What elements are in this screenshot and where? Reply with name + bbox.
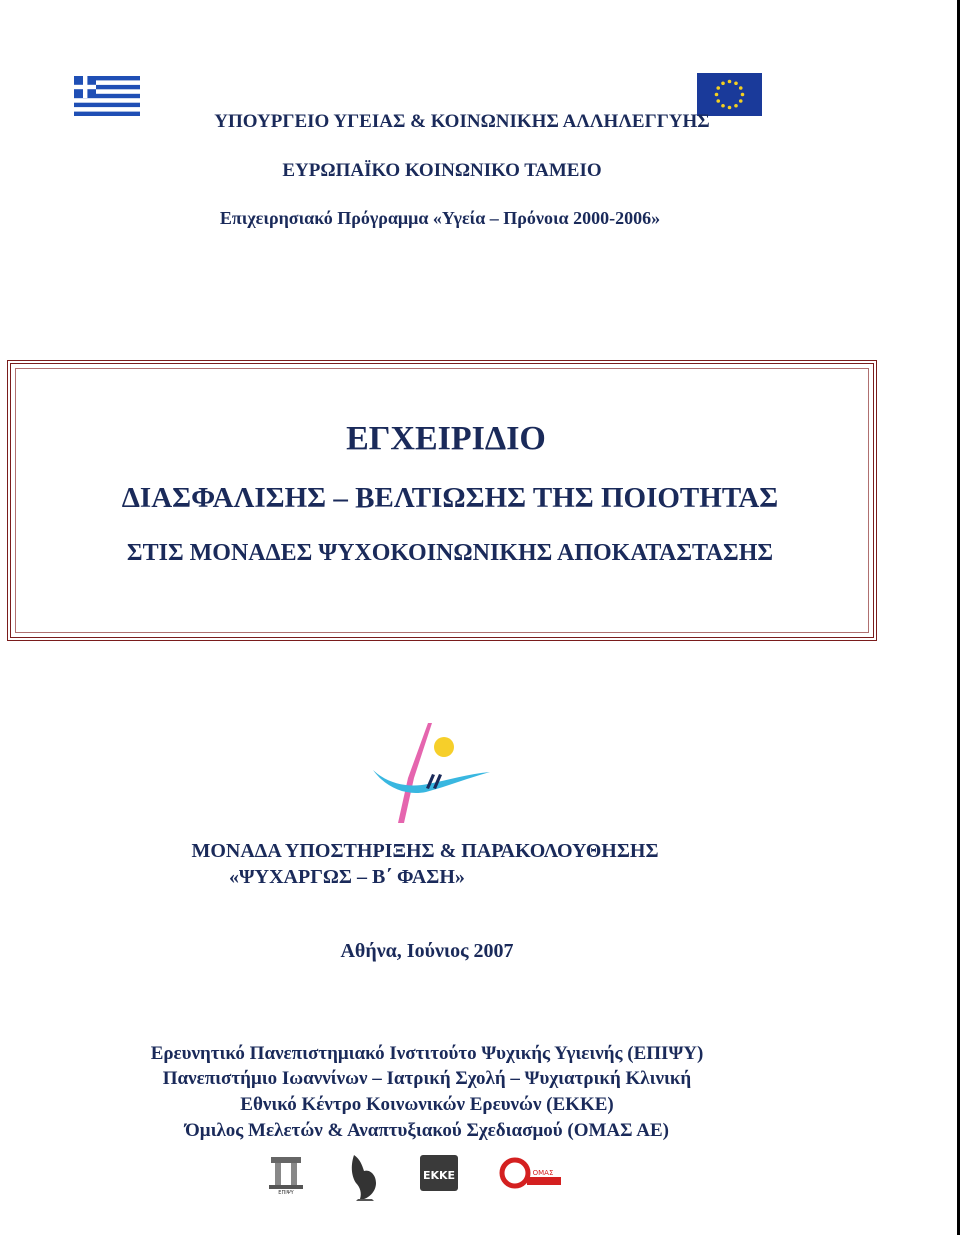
omas-logo-icon xyxy=(497,1153,563,1193)
ministry-title: ΥΠΟΥΡΓΕΙΟ ΥΓΕΙΑΣ & ΚΟΙΝΩΝΙΚΗΣ ΑΛΛΗΛΕΓΓΥΗΣ xyxy=(214,111,710,132)
eu-star-icon xyxy=(728,80,732,84)
eu-star-icon xyxy=(734,104,738,108)
document-subtitle: ΔΙΑΣΦΑΛΙΣΗΣ – ΒΕΛΤΙΩΣΗΣ ΤΗΣ ΠΟΙΟΤΗΤΑΣ xyxy=(121,482,779,514)
psychargos-logo-icon xyxy=(368,718,493,828)
eu-flag-icon xyxy=(697,73,762,116)
ioannina-university-logo-icon xyxy=(346,1153,384,1201)
eu-star-icon xyxy=(741,93,745,97)
greek-flag-icon xyxy=(74,76,140,116)
institution-line: Όμιλος Μελετών & Αναπτυξιακού Σχεδιασμού (ΟΜΑΣ ΑΕ) xyxy=(185,1120,669,1141)
programme-title: Επιχειρησιακό Πρόγραμμα «Υγεία – Πρόνοια 2000-2006» xyxy=(219,208,661,228)
institution-line: Πανεπιστήμιο Ιωαννίνων – Ιατρική Σχολή – Ψυχιατρική Κλινική xyxy=(162,1068,692,1089)
fund-title: ΕΥΡΩΠΑΪΚΟ ΚΟΙΝΩΝΙΚΟ ΤΑΜΕΙΟ xyxy=(282,160,602,181)
title-box xyxy=(7,360,877,641)
eu-star-icon xyxy=(721,104,725,108)
epipsy-logo-icon xyxy=(265,1153,307,1195)
unit-subtitle: «ΨΥΧΑΡΓΩΣ – Β΄ ΦΑΣΗ» xyxy=(229,866,465,888)
ekke-logo-label: ΕΚΚΕ xyxy=(422,1169,456,1182)
epipsy-logo-label: ΕΠΙΨΥ xyxy=(278,1190,294,1195)
eu-star-icon xyxy=(739,99,743,103)
publication-date: Αθήνα, Ιούνιος 2007 xyxy=(340,940,514,962)
eu-star-icon xyxy=(739,86,743,90)
document-title: ΕΓΧΕΙΡΙΔΙΟ xyxy=(346,420,546,457)
eu-star-icon xyxy=(734,81,738,85)
institution-line: Ερευνητικό Πανεπιστημιακό Ινστιτούτο Ψυχικής Υγιεινής (ΕΠΙΨΥ) xyxy=(150,1043,704,1064)
eu-star-icon xyxy=(716,86,720,90)
eu-star-icon xyxy=(728,106,732,110)
eu-star-icon xyxy=(715,93,719,97)
unit-title: ΜΟΝΑΔΑ ΥΠΟΣΤΗΡΙΞΗΣ & ΠΑΡΑΚΟΛΟΥΘΗΣΗΣ xyxy=(191,840,659,862)
document-subtitle-2: ΣΤΙΣ ΜΟΝΑΔΕΣ ΨΥΧΟΚΟΙΝΩΝΙΚΗΣ ΑΠΟΚΑΤΑΣΤΑΣΗΣ xyxy=(126,540,774,566)
eu-star-icon xyxy=(716,99,720,103)
omas-logo-label: ΟΜΑΣ xyxy=(532,1169,554,1177)
ekke-logo-icon xyxy=(418,1153,460,1193)
eu-star-icon xyxy=(721,81,725,85)
institution-line: Εθνικό Κέντρο Κοινωνικών Ερευνών (ΕΚΚΕ) xyxy=(240,1094,614,1115)
